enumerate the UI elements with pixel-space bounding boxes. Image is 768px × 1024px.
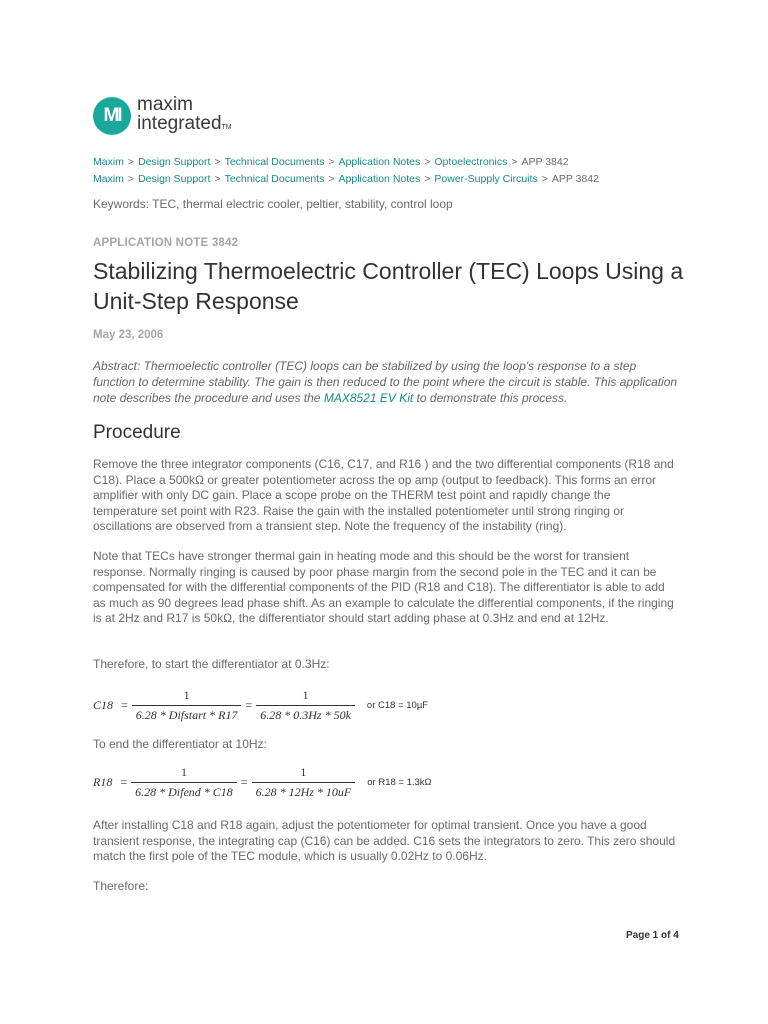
abstract <box>93 358 678 406</box>
brand-name-line1: maxim <box>137 94 193 115</box>
maxim-logo[interactable] <box>93 95 232 137</box>
equation-lhs: C18 <box>93 698 114 712</box>
paragraph: Therefore: <box>93 879 149 893</box>
equation-result: or C18 = 10µF <box>366 700 429 711</box>
numerator: 1 <box>300 765 307 779</box>
breadcrumb-link-optoelectronics[interactable]: Optoelectronics <box>434 156 508 168</box>
equation-result: or R18 = 1.3kΩ <box>367 777 432 788</box>
fraction <box>256 688 355 723</box>
breadcrumb-optoelectronics <box>93 156 569 168</box>
breadcrumb-link-power-supply-circuits[interactable]: Power-Supply Circuits <box>434 173 538 185</box>
breadcrumb-link-application-notes[interactable]: Application Notes <box>338 156 421 168</box>
denominator: 6.28 * 12Hz * 10uF <box>252 782 356 800</box>
keywords: Keywords: TEC, thermal electric cooler, peltier, stability, control loop <box>93 197 453 211</box>
breadcrumb-separator: > <box>424 173 431 185</box>
denominator: 6.28 * 0.3Hz * 50k <box>256 705 355 723</box>
numerator: 1 <box>183 688 190 702</box>
breadcrumb-link-design-support[interactable]: Design Support <box>138 156 211 168</box>
equation-c18 <box>93 688 428 723</box>
equation-r18 <box>93 765 432 800</box>
abstract-text: Abstract: Thermoelectic controller (TEC) loops can be stabilized by using the loop's response to a step function to determine stability. The gain is then reduced to the point where the circuit is stable. This application note describes the procedure and uses the <box>93 359 678 405</box>
fraction <box>131 765 237 800</box>
abstract-text-end: to demonstrate this process. <box>413 391 568 405</box>
equals-sign: = <box>120 775 128 789</box>
breadcrumb-link-maxim[interactable]: Maxim <box>93 156 124 168</box>
paragraph: Remove the three integrator components (C16, C17, and R16 ) and the two differential components (R18 and C18). Place a 500kΩ or greater potentiometer across the op amp (output to feedback). This forms an error amplifier with only DC gain. Place a scope probe on the THERM test point and rapidly change the temperature set point with R23. Raise the gain with the installed potentiometer until strong ringing or oscillations are observed from a transient step. Note the frequency of the instability (ring). <box>93 457 674 533</box>
breadcrumb-separator: > <box>424 156 431 168</box>
equation-lhs: R18 <box>93 775 113 789</box>
breadcrumb-link-technical-documents[interactable]: Technical Documents <box>224 156 325 168</box>
brand-name <box>137 95 232 137</box>
trademark-mark: TM <box>221 124 232 131</box>
breadcrumb-separator: > <box>541 173 548 185</box>
breadcrumb-separator: > <box>328 156 335 168</box>
breadcrumb-current: APP 3842 <box>551 173 599 185</box>
application-note-label: APPLICATION NOTE 3842 <box>93 237 239 249</box>
equals-sign: = <box>121 698 128 712</box>
fraction <box>252 765 356 800</box>
breadcrumb-current: APP 3842 <box>521 156 569 168</box>
numerator: 1 <box>302 688 309 702</box>
breadcrumb-link-technical-documents[interactable]: Technical Documents <box>224 173 325 185</box>
breadcrumb-power-supply <box>93 173 599 185</box>
maxim-logo-icon: MI <box>93 97 131 135</box>
publish-date: May 23, 2006 <box>93 329 164 341</box>
fraction <box>132 688 242 723</box>
breadcrumb-link-maxim[interactable]: Maxim <box>93 173 124 185</box>
paragraph: Note that TECs have stronger thermal gain in heating mode and this should be the worst for transient response. Normally ringing is caused by poor phase margin from the second pole in the TEC and it can be compensated for with the differential components of the PID (R18 and C18). The differentiator is able to add as much as 90 degrees lead phase shift. As an example to calculate the differential components, if the ringing is at 2Hz and R17 is 50kΩ, the differentiator should start adding phase at 0.3Hz and end at 12Hz. <box>93 549 674 625</box>
paragraph: After installing C18 and R18 again, adjust the potentiometer for optimal transient. Once you have a good transient response, the integrating cap (C16) can be added. C16 sets the integrators to zero. This zero should match the first pole of the TEC module, which is usually 0.02Hz to 0.06Hz. <box>93 818 676 863</box>
numerator: 1 <box>180 765 187 779</box>
breadcrumb-separator: > <box>511 156 518 168</box>
breadcrumb-separator: > <box>328 173 335 185</box>
breadcrumb-separator: > <box>127 173 135 185</box>
breadcrumb-link-application-notes[interactable]: Application Notes <box>338 173 421 185</box>
paragraph: To end the differentiator at 10Hz: <box>93 737 267 751</box>
page-number: Page 1 of 4 <box>626 930 679 941</box>
denominator: 6.28 * Difstart * R17 <box>132 705 242 723</box>
breadcrumb-separator: > <box>127 156 135 168</box>
brand-name-line2: integrated <box>137 113 222 134</box>
breadcrumb-separator: > <box>214 173 221 185</box>
page-title: Stabilizing Thermoelectric Controller (TEC) Loops Using a Unit-Step Response <box>93 258 684 314</box>
breadcrumb-link-design-support[interactable]: Design Support <box>138 173 211 185</box>
equals-sign: = <box>245 698 253 712</box>
paragraph: Therefore, to start the differentiator at 0.3Hz: <box>93 657 330 671</box>
equals-sign: = <box>240 775 248 789</box>
max8521-ev-kit-link[interactable]: MAX8521 EV Kit <box>323 391 414 405</box>
breadcrumb-separator: > <box>214 156 221 168</box>
section-heading-procedure: Procedure <box>93 422 181 443</box>
denominator: 6.28 * Difend * C18 <box>131 782 237 800</box>
